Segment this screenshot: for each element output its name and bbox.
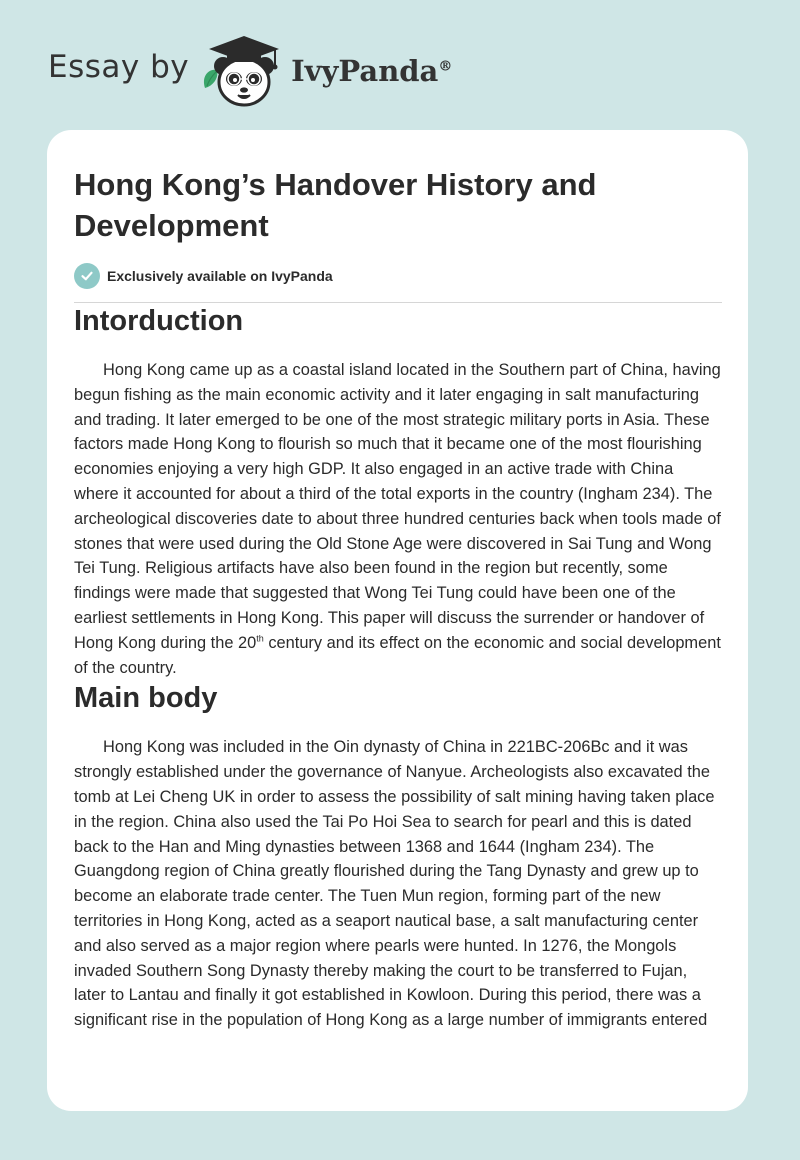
introduction-paragraph (74, 358, 722, 680)
essay-card (47, 130, 748, 1111)
panda-graduation-cap-icon[interactable] (199, 30, 287, 110)
essay-content (74, 164, 722, 1033)
introduction-text-end: century and its effect on the economic and social development of the country. (74, 633, 721, 677)
exclusive-badge-label: Exclusively available on IvyPanda (107, 268, 333, 284)
registered-mark: ® (438, 58, 453, 75)
site-header (48, 30, 452, 110)
brand-name-text: IvyPanda (291, 54, 439, 88)
section-heading-introduction: Intorduction (74, 305, 244, 337)
essay-title: Hong Kong’s Handover History and Development (74, 167, 597, 243)
introduction-text: Hong Kong came up as a coastal island located in the Southern part of China, having begun fishing as the main economic activity and it later engaging in salt manufacturing and trading. It later emerged to be one of the most strategic military ports in Asia. These factors made Hong Kong to flourish so much that it became one of the most flourishing economies enjoying a very high GDP. It also engaged in an active trade with China where it accounted for about a third of the total exports in the country (Ingham 234). The archeological discoveries date to about three hundred centuries back when tools made of stones that were used during the Old Stone Age were discovered in Sai Tung and Wong Tei Tung. Religious artifacts have also been found in the region but recently, some findings were made that suggested that Wong Tei Tung could have been one of the earliest settlements in Hong Kong. This paper will discuss the surrender or handover of Hong Kong during the 20 (74, 361, 721, 652)
section-heading-main-body: Main body (74, 682, 218, 715)
exclusive-badge (74, 262, 722, 290)
ivypanda-wordmark[interactable] (291, 54, 452, 88)
essay-by-label: Essay by (48, 49, 190, 85)
main-body-paragraph: Hong Kong was included in the Oin dynasty of China in 221BC-206Bc and it was strongly established under the governance of Nanyue. Archeologists also excavated the tomb at Lei Cheng UK in order to assess the possibility of salt mining having taken place in the region. China also used the Tai Po Hoi Sea to search for pearl and this is dated back to the Han and Ming dynasties between 1368 and 1644 (Ingham 234). The Guangdong region of China greatly flourished during the Tang Dynasty and grew up to become an elaborate trade center. The Tuen Mun region, forming part of the new territories in Hong Kong, acted as a seaport nautical base, a salt manufacturing center and also served as a major region where pearls were hunted. In 1276, the Mongols invaded Southern Song Dynasty thereby making the court to be transferred to Fujan, later to Lantau and finally it got established in Kowloon. During this period, there was a significant rise in the population of Hong Kong as a large number of immigrants entered (74, 738, 715, 1030)
ordinal-suffix: th (256, 633, 264, 644)
checkmark-icon (74, 263, 100, 289)
